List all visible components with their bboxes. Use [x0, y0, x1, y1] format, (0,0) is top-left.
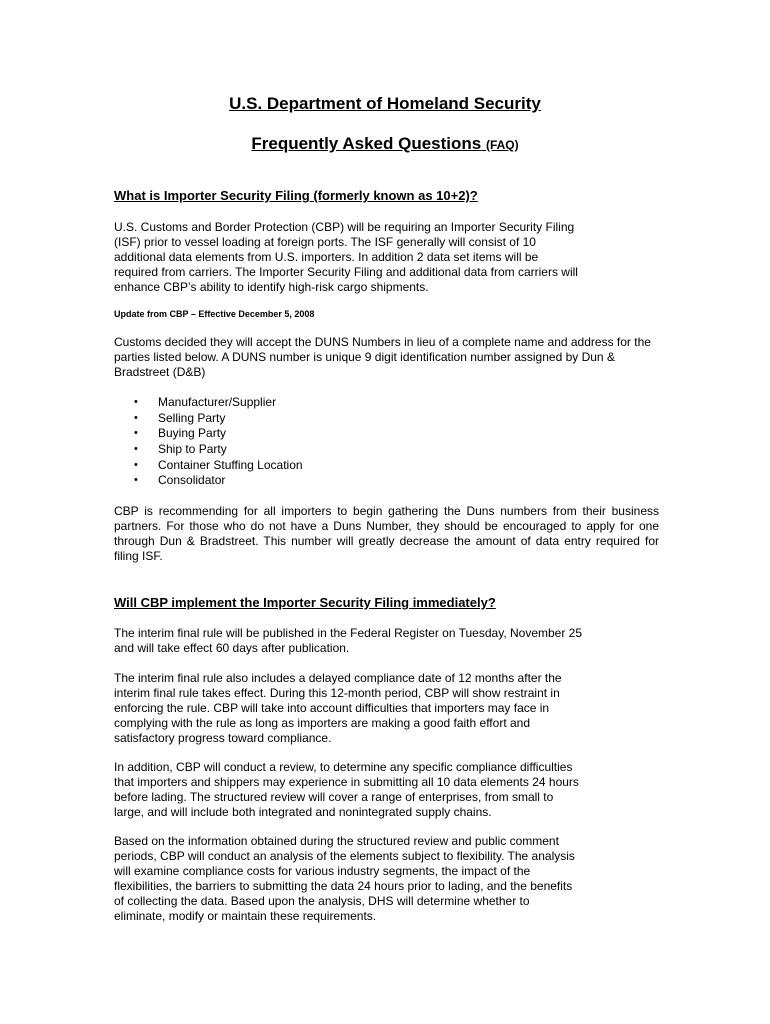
- paragraph-line: eliminate, modify or maintain these requirements.: [114, 908, 377, 923]
- intro-line: (ISF) prior to vessel loading at foreign ports. The ISF generally will consist of 10: [114, 234, 536, 249]
- intro-line: U.S. Customs and Border Protection (CBP) will be requiring an Importer Security Filing: [114, 220, 575, 234]
- analysis-paragraph: [114, 834, 674, 923]
- compliance-paragraph: [114, 671, 674, 746]
- update-note: Update from CBP – Effective December 5, 2008: [114, 309, 315, 319]
- list-item: • Container Stuffing Location: [134, 457, 303, 472]
- paragraph-line: enforcing the rule. CBP will take into account difficulties that importers may face in: [114, 700, 550, 715]
- list-item: • Selling Party: [134, 410, 226, 425]
- parties-list: [114, 395, 303, 489]
- faq-title-suffix: (FAQ): [485, 138, 519, 152]
- intro-line: additional data elements from U.S. importers. In addition 2 data set items will be: [114, 249, 539, 264]
- paragraph-line: periods, CBP will conduct an analysis of the elements subject to flexibility. The analysis: [114, 848, 575, 863]
- paragraph-line: will examine compliance costs for various industry segments, the impact of the: [114, 863, 531, 878]
- paragraph-line: large, and will include both integrated and nonintegrated supply chains.: [114, 804, 492, 819]
- paragraph-line: flexibilities, the barriers to submitting the data 24 hours prior to lading, and the benefits: [114, 878, 573, 893]
- paragraph-line: and will take effect 60 days after publication.: [114, 640, 350, 655]
- section1-intro: [114, 220, 674, 295]
- paragraph-line: The interim final rule will be published in the Federal Register on Tuesday, November 25: [114, 626, 583, 640]
- bullet-icon: •: [134, 411, 138, 424]
- faq-title: [0, 134, 770, 154]
- faq-title-text: Frequently Asked Questions: [251, 134, 482, 153]
- list-item: • Ship to Party: [134, 442, 227, 457]
- paragraph-line: that importers and shippers may experience in submitting all 10 data elements 24 hours: [114, 774, 579, 789]
- paragraph-line: complying with the rule as long as importers are making a good faith effort and: [114, 715, 531, 730]
- recommend-paragraph: CBP is recommending for all importers to begin gathering the Duns numbers from their business partners. For those who do not have a Duns Number, they should be encouraged to apply for one through Dun & Bradstreet. This number will greatly decrease the amount of data entry required for filing ISF.: [114, 504, 659, 563]
- duns-paragraph: Customs decided they will accept the DUNS Numbers in lieu of a complete name and address for the parties listed below. A DUNS number is unique 9 digit identification number assigned by Dun & Bradstreet (D&B): [114, 335, 651, 379]
- intro-line: required from carriers. The Importer Security Filing and additional data from carriers will: [114, 264, 578, 279]
- paragraph-line: In addition, CBP will conduct a review, to determine any specific compliance difficulties: [114, 760, 573, 774]
- list-item: • Consolidator: [134, 473, 226, 488]
- bullet-icon: •: [134, 458, 138, 471]
- list-item: • Manufacturer/Supplier: [134, 395, 277, 409]
- publication-paragraph: [114, 626, 674, 656]
- paragraph-line: before lading. The structured review will cover a range of enterprises, from small to: [114, 789, 554, 804]
- page-title: U.S. Department of Homeland Security: [229, 94, 541, 113]
- paragraph-line: of collecting the data. Based upon the analysis, DHS will determine whether to: [114, 893, 530, 908]
- paragraph-line: interim final rule takes effect. During this 12-month period, CBP will show restraint in: [114, 685, 560, 700]
- paragraph-line: satisfactory progress toward compliance.: [114, 730, 332, 745]
- section2-heading: Will CBP implement the Importer Security Filing immediately?: [114, 595, 496, 610]
- intro-line: enhance CBP’s ability to identify high-risk cargo shipments.: [114, 279, 429, 294]
- bullet-icon: •: [134, 396, 138, 408]
- paragraph-line: The interim final rule also includes a delayed compliance date of 12 months after the: [114, 671, 562, 685]
- review-paragraph: [114, 760, 674, 820]
- list-item: • Buying Party: [134, 426, 227, 441]
- paragraph-line: Based on the information obtained during the structured review and public comment: [114, 834, 559, 848]
- bullet-icon: •: [134, 427, 138, 440]
- bullet-icon: •: [134, 443, 138, 456]
- bullet-icon: •: [134, 474, 138, 487]
- section1-heading: What is Importer Security Filing (formerly known as 10+2)?: [114, 188, 478, 203]
